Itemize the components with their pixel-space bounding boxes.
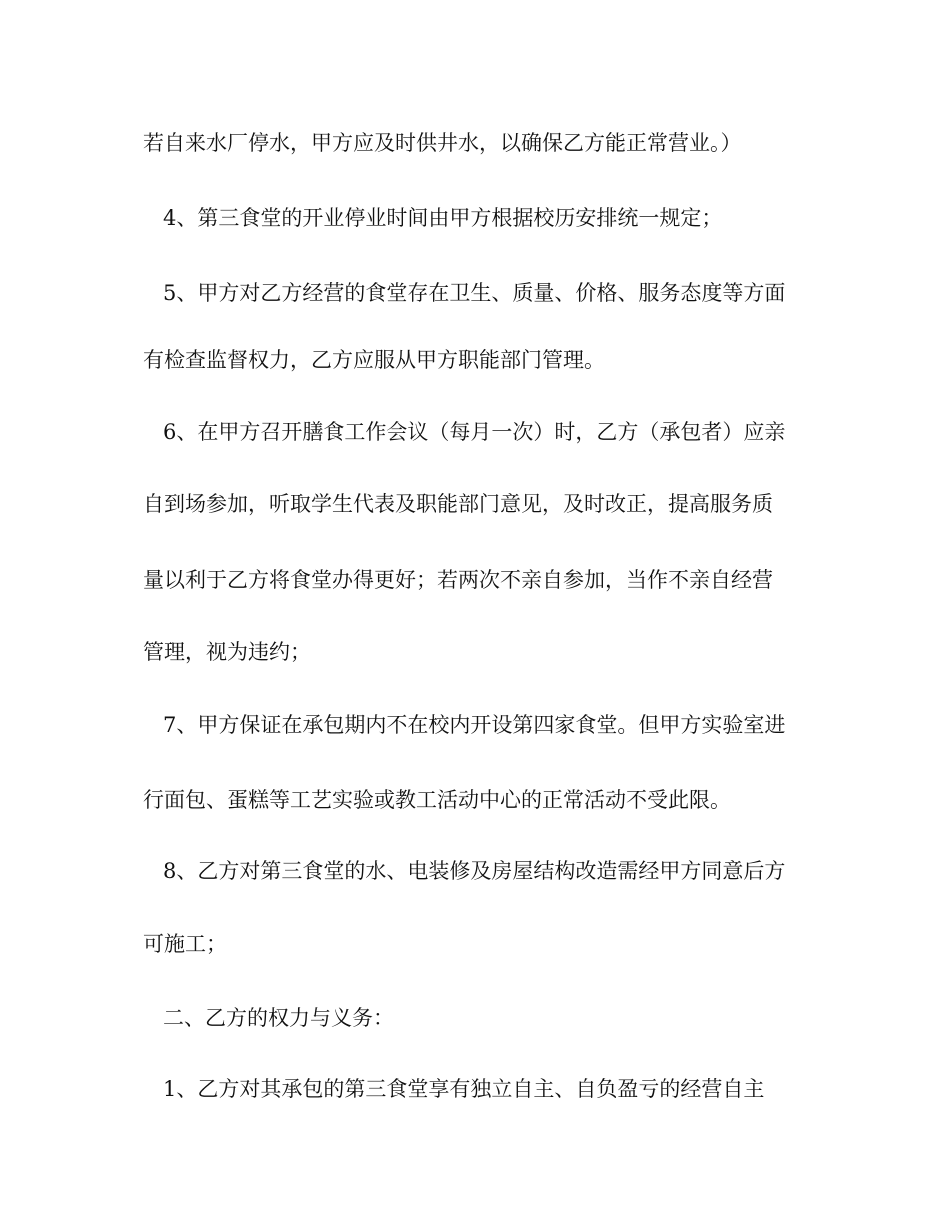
text-line-4: 有检查监督权力，乙方应服从甲方职能部门管理。 [143, 348, 605, 372]
text-line-11: 8、乙方对第三食堂的水、电装修及房屋结构改造需经甲方同意后方 [163, 859, 786, 883]
text-line-8: 管理，视为违约； [143, 640, 311, 664]
text-line-13: 二、乙方的权力与义务： [163, 1006, 394, 1030]
text-line-2: 4、第三食堂的开业停业时间由甲方根据校历安排统一规定； [163, 206, 723, 230]
text-line-10: 行面包、蛋糕等工艺实验或教工活动中心的正常活动不受此限。 [143, 788, 731, 812]
text-line-12: 可施工； [143, 932, 227, 956]
text-line-6: 自到场参加，听取学生代表及职能部门意见，及时改正，提高服务质 [143, 492, 773, 516]
text-line-5: 6、在甲方召开膳食工作会议（每月一次）时，乙方（承包者）应亲 [163, 420, 786, 444]
text-line-3: 5、甲方对乙方经营的食堂存在卫生、质量、价格、服务态度等方面 [163, 281, 786, 305]
text-line-1: 若自来水厂停水，甲方应及时供井水，以确保乙方能正常营业。） [143, 131, 742, 155]
text-line-9: 7、甲方保证在承包期内不在校内开设第四家食堂。但甲方实验室进 [163, 713, 786, 737]
text-line-7: 量以利于乙方将食堂办得更好；若两次不亲自参加，当作不亲自经营 [143, 568, 773, 592]
text-line-14: 1、乙方对其承包的第三食堂享有独立自主、自负盈亏的经营自主 [163, 1077, 765, 1101]
